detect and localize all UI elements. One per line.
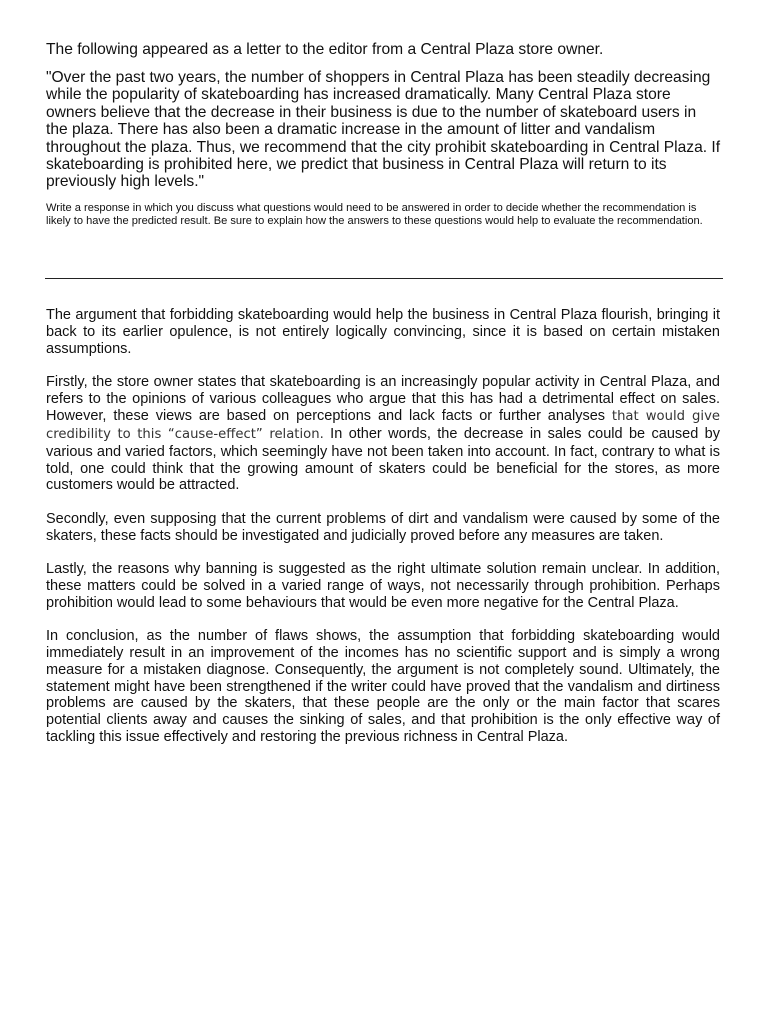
essay-prompt: [46, 41, 722, 228]
prompt-quote: "Over the past two years, the number of shoppers in Central Plaza has been steadily decreasing while the popularity of skateboarding has increased dramatically. Many Central Plaza store owners believe that the decrease in their business is due to the number of skateboard users in the plaza. There has also been a dramatic increase in the amount of litter and vandalism throughout the plaza. Thus, we recommend that the city prohibit skateboarding in Central Plaza. If skateboarding is prohibited here, we predict that business in Central Plaza will return to its previously high levels.": [46, 69, 721, 191]
essay-paragraph-conclusion: In conclusion, as the number of flaws shows, the assumption that forbidding skateboarding would immediately result in an improvement of the incomes has no scientific support and is simply a wrong measure for a mistaken diagnose. Consequently, the argument is not completely sound. Ultimately, the statement might have been strengthened if the writer could have proved that the vandalism and dirtiness problems are caused by the skaters, that these people are the only or the main factor that scares potential clients away and causes the sinking of sales, and that prohibition is the only effective way of tackling this issue effectively and restoring the previous richness in Central Plaza.: [46, 627, 720, 746]
essay-paragraph-firstly-text-continued: In other words, the decrease in sales could be caused by various and varied factors, which seemingly have not been taken into account. In fact, contrary to what is told, one could think that the growing amount of skaters could be beneficial for the stores, as more customers would be attracted.: [46, 425, 720, 494]
section-divider: [45, 278, 723, 279]
essay-paragraph-lastly: Lastly, the reasons why banning is suggested as the right ultimate solution remain unclear. In addition, these matters could be solved in a varied range of ways, not necessarily through prohibition. Perhaps prohibition would lead to some behaviours that would be even more negative for the Central Plaza.: [46, 560, 720, 611]
essay-paragraph-firstly-inserted-text: that would give credibility to this “cause-effect” relation.: [46, 408, 720, 442]
essay-response: [46, 307, 720, 762]
essay-paragraph-firstly: [46, 374, 720, 494]
prompt-intro: The following appeared as a letter to the editor from a Central Plaza store owner.: [46, 41, 604, 58]
essay-paragraph-intro: The argument that forbidding skateboarding would help the business in Central Plaza flourish, bringing it back to its earlier opulence, is not entirely logically convincing, since it is based on certain mistaken assumptions.: [46, 307, 720, 357]
essay-paragraph-secondly: Secondly, even supposing that the current problems of dirt and vandalism were caused by some of the skaters, these facts should be investigated and judicially proved before any measures are taken.: [46, 510, 720, 544]
essay-paragraph-firstly-text: Firstly, the store owner states that skateboarding is an increasingly popular activity in Central Plaza, and refers to the opinions of various colleagues who argue that this has had a detrimental effect on sales. However, these views are based on perceptions and lack facts or further analyses: [46, 374, 720, 424]
prompt-instructions: Write a response in which you discuss what questions would need to be answered in order to decide whether the recommendation is likely to have the predicted result. Be sure to explain how the answers to these questions would help to evaluate the recommendation.: [46, 201, 703, 227]
